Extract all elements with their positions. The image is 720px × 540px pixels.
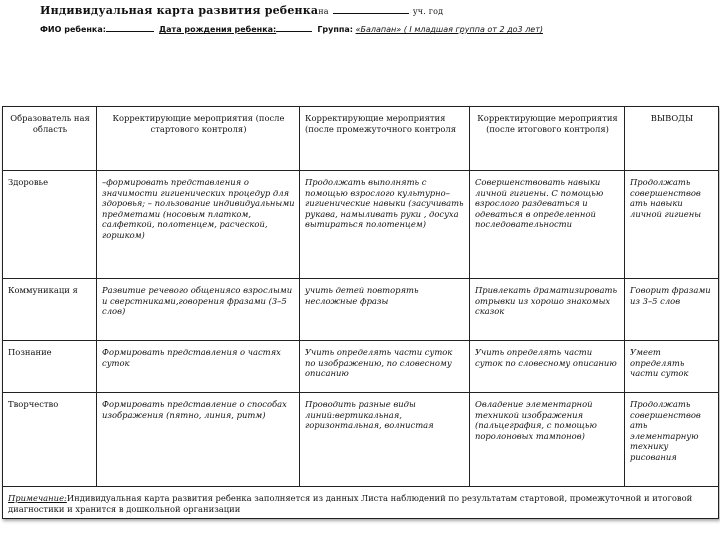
child-info-line xyxy=(40,23,700,34)
table-row xyxy=(3,393,719,487)
table-cell: Продолжать совершенствов ать элементарную технику рисования xyxy=(625,393,719,487)
group-value: «Балапан» ( I младшая группа от 2 до3 лет) xyxy=(355,25,544,34)
development-card-table xyxy=(2,106,719,519)
title-year: уч. год xyxy=(412,7,444,16)
table-cell: Привлекать драматизировать отрывки из хорошо знакомых сказок xyxy=(470,279,625,341)
header-start-control: Корректирующие мероприятия (после стартового контроля) xyxy=(97,107,300,171)
note-cell xyxy=(3,487,719,519)
group-label: Группа: xyxy=(317,25,354,34)
title-on: на xyxy=(318,7,329,16)
table-header-row xyxy=(3,107,719,171)
table-cell: Совершенствовать навыки личной гигиены. С помощью взрослого раздеваться и одеваться в определенной последовательности xyxy=(470,171,625,279)
note-row xyxy=(3,487,719,519)
area-cell: Здоровье xyxy=(3,171,97,279)
fio-blank-line xyxy=(106,23,154,32)
header-conclusions: ВЫВОДЫ xyxy=(625,107,719,171)
table-cell: –формировать представления о значимости гигиенических процедур для здоровья; – пользование индивидуальными предметами (носовым платком, салфеткой, полотенцем, расческой, горшком) xyxy=(97,171,300,279)
table-cell: Проводить разные виды линий:вертикальная, горизонтальная, волнистая xyxy=(300,393,470,487)
table-cell: Формировать представление о способах изображения (пятно, линия, ритм) xyxy=(97,393,300,487)
table-cell: Продолжать совершенствов ать навыки личной гигиены xyxy=(625,171,719,279)
table-row xyxy=(3,279,719,341)
table-row xyxy=(3,171,719,279)
header-area: Образователь ная область xyxy=(3,107,97,171)
table-row xyxy=(3,341,719,393)
year-blank-line xyxy=(333,4,409,14)
dob-blank-line xyxy=(276,23,312,32)
table-cell: Овладение элементарной техникой изображения (пальцеграфия, с помощью поролоновых тампонов) xyxy=(470,393,625,487)
table-cell: Развитие речевого общенияco взрослыми и сверстниками,говорения фразами (3–5 слов) xyxy=(97,279,300,341)
table-cell: Говорит фразами из 3–5 слов xyxy=(625,279,719,341)
table-cell: Учить определять части суток по изображению, по словесному описанию xyxy=(300,341,470,393)
area-cell: Познание xyxy=(3,341,97,393)
header-final-control: Корректирующие мероприятия (после итогового контроля) xyxy=(470,107,625,171)
table-cell: учить детей повторять несложные фразы xyxy=(300,279,470,341)
area-cell: Коммуникаци я xyxy=(3,279,97,341)
dob-label: Дата рождения ребенка: xyxy=(159,25,277,34)
table-cell: Продолжать выполнять с помощью взрослого культурно–гигиенические навыки (засучивать рукава, намыливать руки , досуха вытираться полотенцем) xyxy=(300,171,470,279)
table-cell: Умеет определять части суток xyxy=(625,341,719,393)
table-cell: Формировать представления о частях суток xyxy=(97,341,300,393)
header-mid-control: Корректирующие мероприятия (после промежуточного контроля xyxy=(300,107,470,171)
document-header xyxy=(40,4,700,34)
note-text: Индивидуальная карта развития ребенка заполняется из данных Листа наблюдений по результатам стартовой, промежуточной и итоговой диагностики и хранится в дошкольной организации xyxy=(8,493,693,514)
title-main: Индивидуальная карта развития ребенка xyxy=(40,4,319,17)
fio-label: ФИО ребенка: xyxy=(40,25,106,34)
note-label: Примечание: xyxy=(8,493,67,503)
table-cell: Учить определять части суток по словесному описанию xyxy=(470,341,625,393)
area-cell: Творчество xyxy=(3,393,97,487)
document-title xyxy=(40,4,700,17)
